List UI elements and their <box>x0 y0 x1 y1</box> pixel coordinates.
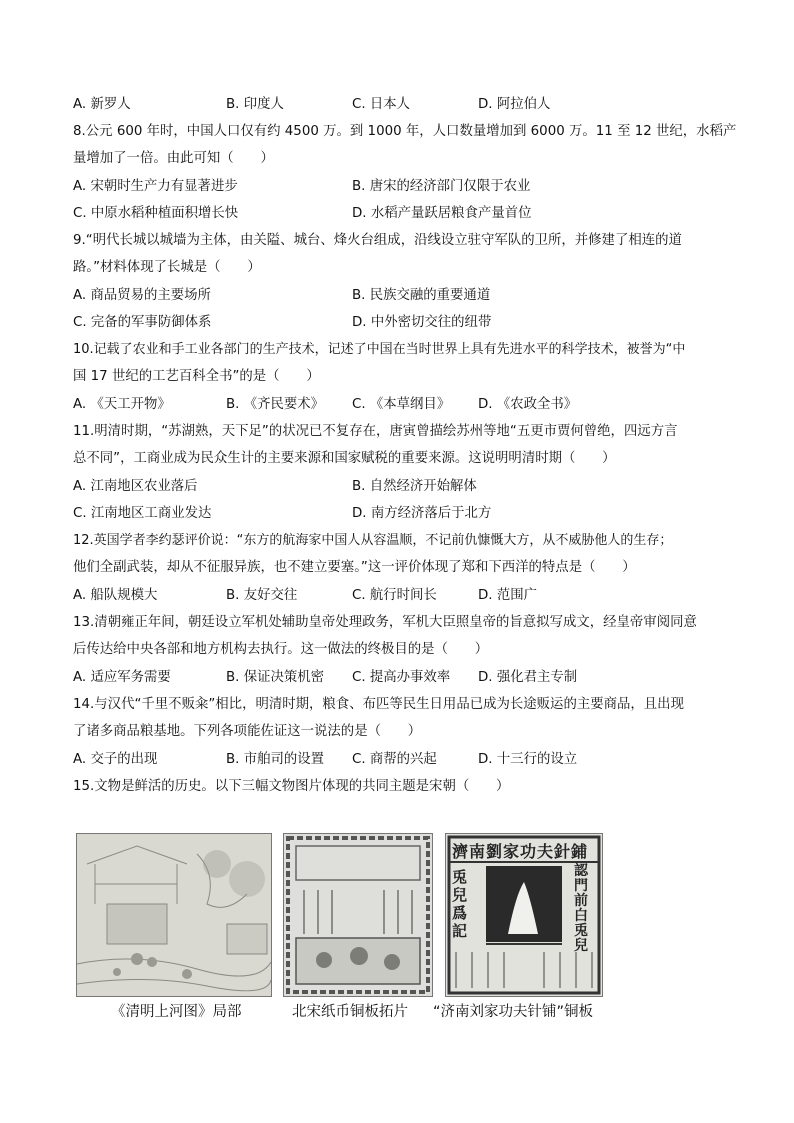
q7-option-a: A. 新罗人 <box>73 97 131 112</box>
q14-option-c: C. 商帮的兴起 <box>352 752 437 767</box>
q14-option-a: A. 交子的出现 <box>73 752 158 767</box>
q11-option-c: C. 江南地区工商业发达 <box>73 506 212 521</box>
caption-needle-shop: “济南刘家功夫针铺”铜板 <box>433 1004 594 1020</box>
q13-option-d: D. 强化君主专制 <box>478 670 578 685</box>
plate-right-text: 認門前白兎兒 <box>574 863 588 954</box>
q13-stem-line1: 13.清朝雍正年间，朝廷设立军机处辅助皇帝处理政务，军机大臣照皇帝的旨意拟写成文，经皇帝审阅同意 <box>73 615 697 630</box>
q8-option-d: D. 水稻产量跃居粮食产量首位 <box>352 206 532 221</box>
q11-stem-line2: 总不同”，工商业成为民众生计的主要来源和国家赋税的重要来源。这说明明清时期（ ） <box>73 451 616 466</box>
q8-stem-line1: 8.公元 600 年时，中国人口仅有约 4500 万。到 1000 年，人口数量增加到 6000 万。11 至 12 世纪，水稻产 <box>73 124 737 139</box>
q10-option-c: C. 《本草纲目》 <box>352 397 451 412</box>
q12-option-c: C. 航行时间长 <box>352 588 437 603</box>
q8-option-c: C. 中原水稻种植面积增长快 <box>73 206 239 221</box>
qingming-painting-image <box>76 833 272 997</box>
q7-option-c: C. 日本人 <box>352 97 411 112</box>
q9-stem-line1: 9.“明代长城以城墙为主体，由关隘、城台、烽火台组成，沿线设立驻守军队的卫所，并修建了相连的道 <box>73 233 682 248</box>
q8-option-b: B. 唐宋的经济部门仅限于农业 <box>352 179 531 194</box>
q10-stem-line2: 国 17 世纪的工艺百科全书”的是（ ） <box>73 369 320 384</box>
q13-option-a: A. 适应军务需要 <box>73 670 171 685</box>
q11-option-d: D. 南方经济落后于北方 <box>352 506 492 521</box>
q15-stem: 15.文物是鲜活的历史。以下三幅文物图片体现的共同主题是宋朝（ ） <box>73 779 510 794</box>
q14-option-b: B. 市舶司的设置 <box>226 752 325 767</box>
q13-stem-line2: 后传达给中央各部和地方机构去执行。这一做法的终极目的是（ ） <box>73 642 489 657</box>
q9-option-d: D. 中外密切交往的纽带 <box>352 315 492 330</box>
q11-stem-line1: 11.明清时期，“苏湖熟，天下足”的状况已不复存在，唐寅曾描绘苏州等地“五更市贾何曾绝，四远方言 <box>73 424 678 439</box>
q13-option-b: B. 保证决策机密 <box>226 670 325 685</box>
needle-shop-plate-image <box>445 833 603 997</box>
q10-option-b: B. 《齐民要术》 <box>226 397 325 412</box>
q9-stem-line2: 路。”材料体现了长城是（ ） <box>73 260 261 275</box>
q10-option-d: D. 《农政全书》 <box>478 397 578 412</box>
q14-option-d: D. 十三行的设立 <box>478 752 578 767</box>
q9-option-c: C. 完备的军事防御体系 <box>73 315 212 330</box>
q12-stem-line1: 12.英国学者李约瑟评价说：“东方的航海家中国人从容温顺，不记前仇慷慨大方，从不威胁他人的生存； <box>73 533 673 548</box>
q13-option-c: C. 提高办事效率 <box>352 670 451 685</box>
q14-stem-line1: 14.与汉代“千里不贩籴”相比，明清时期，粮食、布匹等民生日用品已成为长途贩运的主要商品，且出现 <box>73 697 684 712</box>
q10-option-a: A. 《天工开物》 <box>73 397 171 412</box>
plate-top-text: 濟南劉家功夫針鋪 <box>452 842 589 861</box>
q12-stem-line2: 他们全副武装，却从不征服异族，也不建立要塞。”这一评价体现了郑和下西洋的特点是（ ） <box>73 560 636 575</box>
q7-option-d: D. 阿拉伯人 <box>478 97 551 112</box>
q8-option-a: A. 宋朝时生产力有显著进步 <box>73 179 238 194</box>
q8-stem-line2: 量增加了一倍。由此可知（ ） <box>73 151 274 166</box>
q12-option-a: A. 船队规模大 <box>73 588 158 603</box>
q11-option-b: B. 自然经济开始解体 <box>352 479 477 494</box>
plate-left-text: 兎兒爲記 <box>452 868 468 940</box>
q9-option-a: A. 商品贸易的主要场所 <box>73 288 211 303</box>
q12-option-d: D. 范围广 <box>478 588 537 603</box>
q12-option-b: B. 友好交往 <box>226 588 298 603</box>
paper-money-rubbing-image <box>283 833 433 997</box>
q10-stem-line1: 10.记载了农业和手工业各部门的生产技术，记述了中国在当时世界上具有先进水平的科学技术，被誉为“中 <box>73 342 686 357</box>
q9-option-b: B. 民族交融的重要通道 <box>352 288 491 303</box>
caption-qingming: 《清明上河图》局部 <box>111 1004 242 1020</box>
q14-stem-line2: 了诸多商品粮基地。下列各项能佐证这一说法的是（ ） <box>73 724 422 739</box>
q11-option-a: A. 江南地区农业落后 <box>73 479 198 494</box>
q7-option-b: B. 印度人 <box>226 97 284 112</box>
caption-paper-money: 北宋纸币铜板拓片 <box>292 1004 408 1020</box>
